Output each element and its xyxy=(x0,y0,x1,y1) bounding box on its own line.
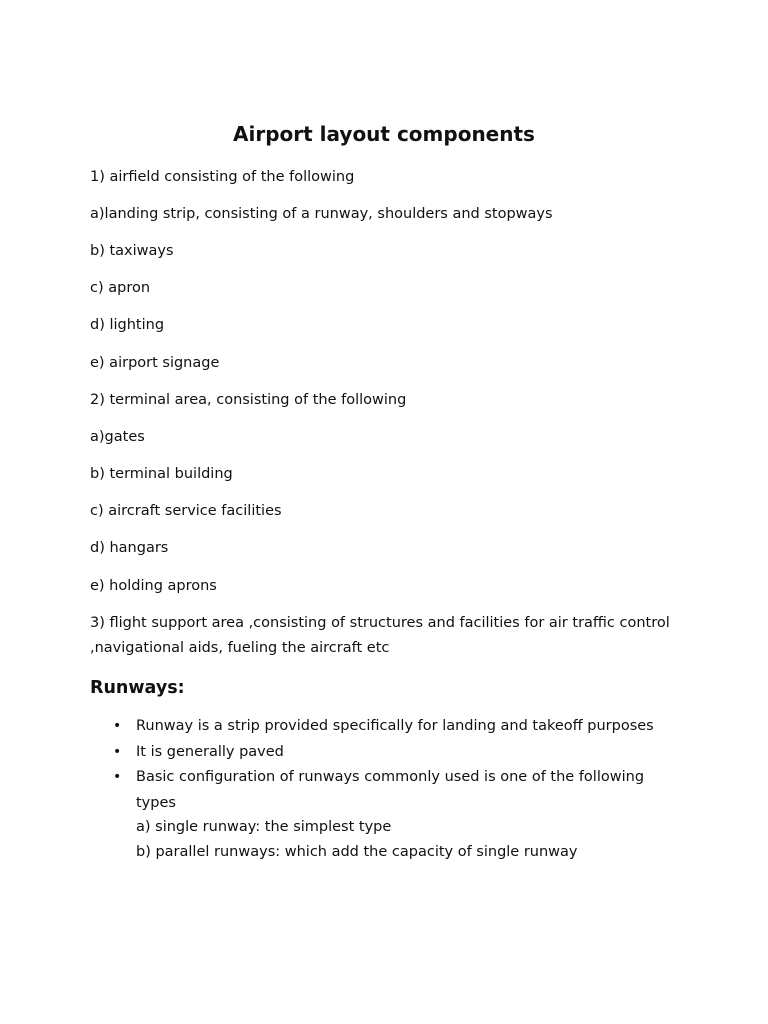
text-line-hangars: d) hangars xyxy=(90,540,169,556)
bullet-marker: • xyxy=(113,718,122,734)
bullet-item-runway-strip: Runway is a strip provided specifically for landing and takeoff purposes xyxy=(136,718,654,734)
bullet-marker: • xyxy=(113,744,122,760)
bullet-continuation-types: types xyxy=(136,795,176,811)
text-line-terminal-area: 2) terminal area, consisting of the following xyxy=(90,392,407,408)
bullet-marker: • xyxy=(113,769,122,785)
bullet-item-configuration: Basic configuration of runways commonly used is one of the following xyxy=(136,769,645,785)
text-line-flight-support: 3) flight support area ,consisting of structures and facilities for air traffic control xyxy=(90,615,670,631)
text-line-holding-aprons: e) holding aprons xyxy=(90,578,217,594)
bullet-continuation-parallel-runways: b) parallel runways: which add the capacity of single runway xyxy=(136,844,578,860)
text-line-airfield: 1) airfield consisting of the following xyxy=(90,169,355,185)
bullet-continuation-single-runway: a) single runway: the simplest type xyxy=(136,819,392,835)
page-title: Airport layout components xyxy=(233,122,535,146)
text-line-signage: e) airport signage xyxy=(90,355,220,371)
text-line-gates: a)gates xyxy=(90,429,145,445)
text-line-lighting: d) lighting xyxy=(90,317,165,333)
text-line-taxiways: b) taxiways xyxy=(90,243,174,259)
text-line-flight-support-cont: ,navigational aids, fueling the aircraft etc xyxy=(90,640,390,656)
bullet-item-paved: It is generally paved xyxy=(136,744,284,760)
section-heading-runways: Runways: xyxy=(90,678,185,698)
text-line-terminal-building: b) terminal building xyxy=(90,466,233,482)
text-line-landing-strip: a)landing strip, consisting of a runway, shoulders and stopways xyxy=(90,206,553,222)
text-line-aircraft-service: c) aircraft service facilities xyxy=(90,503,282,519)
text-line-apron: c) apron xyxy=(90,280,151,296)
